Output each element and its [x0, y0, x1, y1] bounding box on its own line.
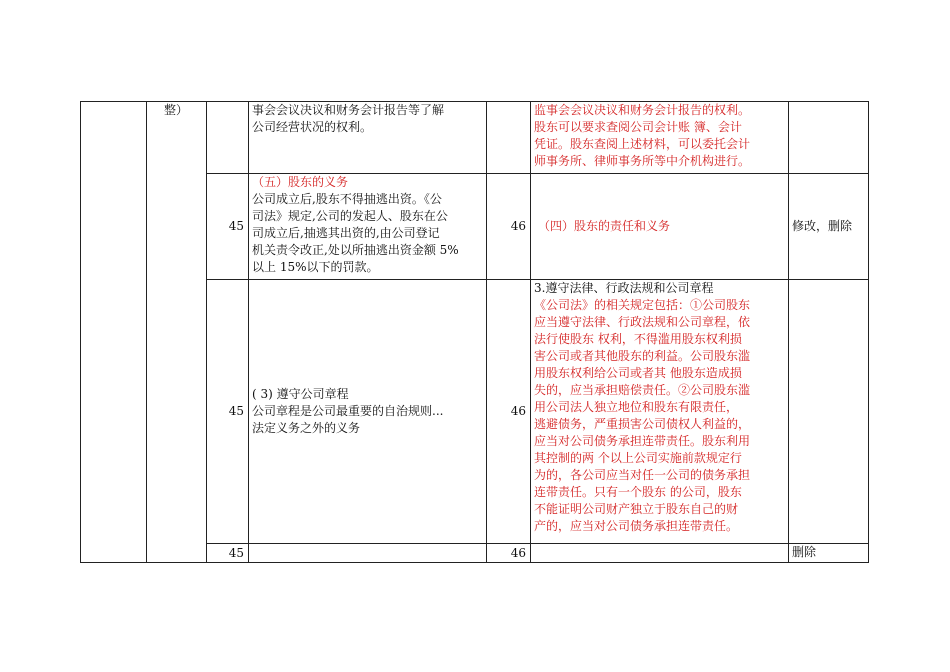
old-text-line: 公司经营状况的权利。: [252, 120, 373, 134]
old-text-line: 以上 15%以下的罚款。: [252, 260, 379, 274]
remark-cell: [789, 174, 869, 280]
remark-text: 删除: [792, 545, 817, 559]
old-text-line: 事会会议决议和财务会计报告等了解: [252, 103, 445, 117]
new-text-line: 应当遵守法律、行政法规和公司章程，依: [534, 315, 751, 329]
old-num-cell: [207, 102, 249, 174]
comparison-table: [80, 101, 869, 563]
new-article-number: 46: [487, 544, 531, 563]
new-text-line: 法行使股东 权利，不得滥用股东权利损: [534, 332, 742, 346]
remark-cell: [789, 102, 869, 174]
remark-cell: [789, 544, 869, 563]
new-text-line: 应当对公司债务承担连带责任。股东利用: [534, 434, 751, 448]
new-text-line: 失的，应当承担赔偿责任。②公司股东滥: [534, 383, 751, 397]
old-text-cell: [249, 280, 487, 544]
remark-text: 修改，删除: [792, 219, 853, 233]
new-article-number: 46: [487, 174, 531, 280]
new-text-cell: [531, 280, 789, 544]
category-cell: [81, 102, 147, 563]
new-text-cell: [531, 174, 789, 280]
new-text-line: 为的，各公司应当对任一公司的债务承担: [534, 468, 751, 482]
old-text-line: 公司章程是公司最重要的自治规则...: [252, 404, 444, 418]
old-article-number: 45: [207, 174, 249, 280]
new-text-line: 师事务所、律师事务所等中介机构进行。: [534, 154, 751, 168]
old-text-line: ( 3) 遵守公司章程: [252, 387, 349, 401]
old-text-cell: [249, 174, 487, 280]
old-text-line: 司成立后,抽逃其出资的,由公司登记: [252, 226, 440, 240]
subcategory-cell: [147, 102, 207, 563]
new-text-line: 害公司或者其他股东的利益。公司股东滥: [534, 349, 751, 363]
new-text-cell: [531, 102, 789, 174]
new-text-line: 连带责任。只有一个股东 的公司，股东: [534, 485, 742, 499]
new-text-line: 用公司法人独立地位和股东有限责任，: [534, 400, 739, 414]
new-text-line: 逃避债务，严重损害公司债权人利益的，: [534, 417, 751, 431]
old-text-line: 机关责令改正,处以所抽逃出资金额 5%: [252, 243, 459, 257]
new-text-line: 不能证明公司财产独立于股东自己的财: [534, 502, 739, 516]
new-text-line: 股东可以要求查阅公司会计账 簿、会计: [534, 120, 742, 134]
new-heading: 3.遵守法律、行政法规和公司章程: [534, 281, 714, 295]
old-text-line: 公司成立后,股东不得抽逃出资。《公: [252, 192, 442, 206]
category-tail: 整）: [164, 103, 189, 117]
old-article-number: 45: [207, 280, 249, 544]
old-article-number: 45: [207, 544, 249, 563]
new-text-cell: [531, 544, 789, 563]
new-text-line: 用股东权利给公司或者其 他股东造成损: [534, 366, 742, 380]
old-text-line: 法定义务之外的义务: [252, 421, 361, 435]
new-num-cell: [487, 102, 531, 174]
new-heading: （四）股东的责任和义务: [538, 219, 671, 233]
old-text-cell: [249, 102, 487, 174]
new-text-line: 其控制的两 个以上公司实施前款规定行: [534, 451, 742, 465]
new-text-line: 《公司法》的相关规定包括：①公司股东: [534, 298, 751, 312]
new-text-line: 监事会会议决议和财务会计报告的权利。: [534, 103, 751, 117]
new-text-line: 产的，应当对公司债务承担连带责任。: [534, 519, 739, 533]
new-text-line: 凭证。股东查阅上述材料，可以委托会计: [534, 137, 751, 151]
old-text-cell: [249, 544, 487, 563]
old-text-line: 司法》规定,公司的发起人、股东在公: [252, 209, 448, 223]
old-heading: （五）股东的义务: [252, 175, 349, 189]
table-row: [81, 102, 869, 174]
new-article-number: 46: [487, 280, 531, 544]
remark-cell: [789, 280, 869, 544]
